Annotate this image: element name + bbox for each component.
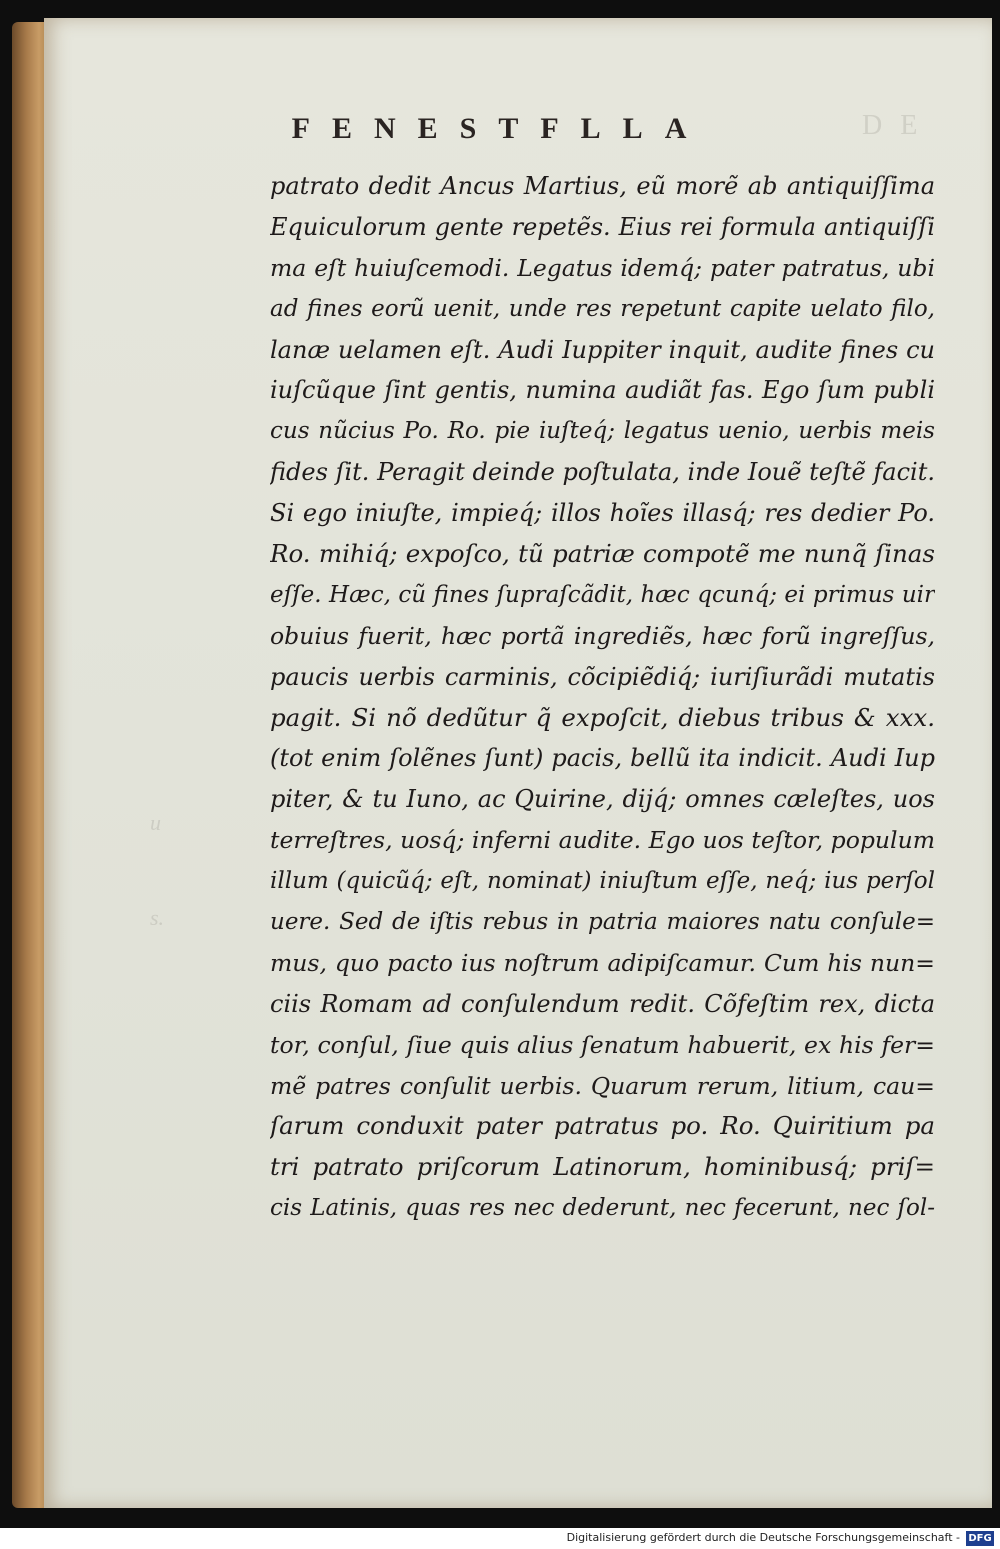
- text-line: Si ego iniuſte, impieq́; illos hoĩes illasq́; res dedier Po.: [270, 499, 935, 528]
- text-line: patrato dedit Ancus Martius, eũ morẽ ab antiquiſſima: [270, 172, 935, 200]
- text-line: piter, & tu Iuno, ac Quirine, dijq́; omnes cæleſtes, uos: [270, 785, 935, 814]
- book-page-edges: [12, 22, 48, 1508]
- text-line: obuius fuerit, hæc portã ingrediẽs, hæc forũ ingreſſus,: [270, 621, 935, 650]
- text-line: fides ſit. Peragit deinde poſtulata, inde Iouẽ teſtẽ facit.: [270, 458, 935, 487]
- text-line: terreſtres, uosq́; inferni audite. Ego uos teſtor, populum: [270, 826, 935, 855]
- text-line: illum (quicũq́; eſt, nominat) iniuſtum eſſe, neq́; ius perſol: [270, 868, 935, 895]
- text-line: eſſe. Hæc, cũ fines ſupraſcãdit, hæc qcunq́; ei primus uir: [270, 581, 935, 608]
- show-through-mark: s.: [150, 905, 165, 930]
- text-line: mẽ patres conſulit uerbis. Quarum rerum, litium, cau=: [270, 1071, 935, 1100]
- text-line: ma eſt huiuſcemodi. Legatus idemq́; pater patratus, ubi: [270, 253, 935, 282]
- show-through-head: DE: [862, 110, 936, 141]
- running-head: FENESTFLLA: [291, 112, 709, 145]
- text-line: uere. Sed de iſtis rebus in patria maiores natu conſule=: [270, 909, 935, 936]
- text-line: ciis Romam ad conſulendum redit. Cõfeſtim rex, dicta: [270, 989, 935, 1018]
- text-line: (tot enim ſolẽnes ſunt) pacis, bellũ ita indicit. Audi Iup: [270, 744, 935, 773]
- dfg-logo: DFG: [966, 1531, 994, 1546]
- text-line: mus, quo pacto ius noſtrum adipiſcamur. Cum his nun=: [270, 948, 935, 977]
- text-line: ad fines eorũ uenit, unde res repetunt capite uelato filo,: [270, 295, 935, 322]
- text-line: paucis uerbis carminis, cõcipiẽdiq́; iuriſiurãdi mutatis: [270, 662, 935, 691]
- show-through-mark: u: [150, 810, 161, 835]
- text-line: Ro. mihiq́; expoſco, tũ patriæ compotẽ me nunq̃ ſinas: [270, 539, 935, 569]
- text-line: cis Latinis, quas res nec dederunt, nec fecerunt, nec ſol-: [270, 1195, 935, 1222]
- text-line: pagit. Si nõ dedũtur q̃ expoſcit, diebus tribus & xxx.: [270, 702, 935, 732]
- text-line: Equiculorum gente repetẽs. Eius rei formula antiquiſſi: [270, 212, 935, 241]
- text-line: lanæ uelamen eſt. Audi Iuppiter inquit, audite fines cu: [270, 335, 935, 364]
- text-line: iuſcũque ſint gentis, numina audiãt fas. Ego ſum publi: [270, 376, 935, 405]
- text-line: tri patrato priſcorum Latinorum, hominibusq́; priſ=: [270, 1152, 935, 1182]
- text-block: [270, 166, 935, 1229]
- footer-bar: [0, 1528, 1000, 1549]
- digitization-credit: Digitalisierung gefördert durch die Deutsche Forschungsgemeinschaft -: [566, 1531, 960, 1544]
- text-line: tor, conſul, ſiue quis alius ſenatum habuerit, ex his fer=: [270, 1030, 935, 1059]
- text-line: ſarum conduxit pater patratus po. Ro. Quiritium pa: [270, 1111, 935, 1141]
- text-line: cus nũcius Po. Ro. pie iuſteq́; legatus uenio, uerbis meis: [270, 418, 935, 445]
